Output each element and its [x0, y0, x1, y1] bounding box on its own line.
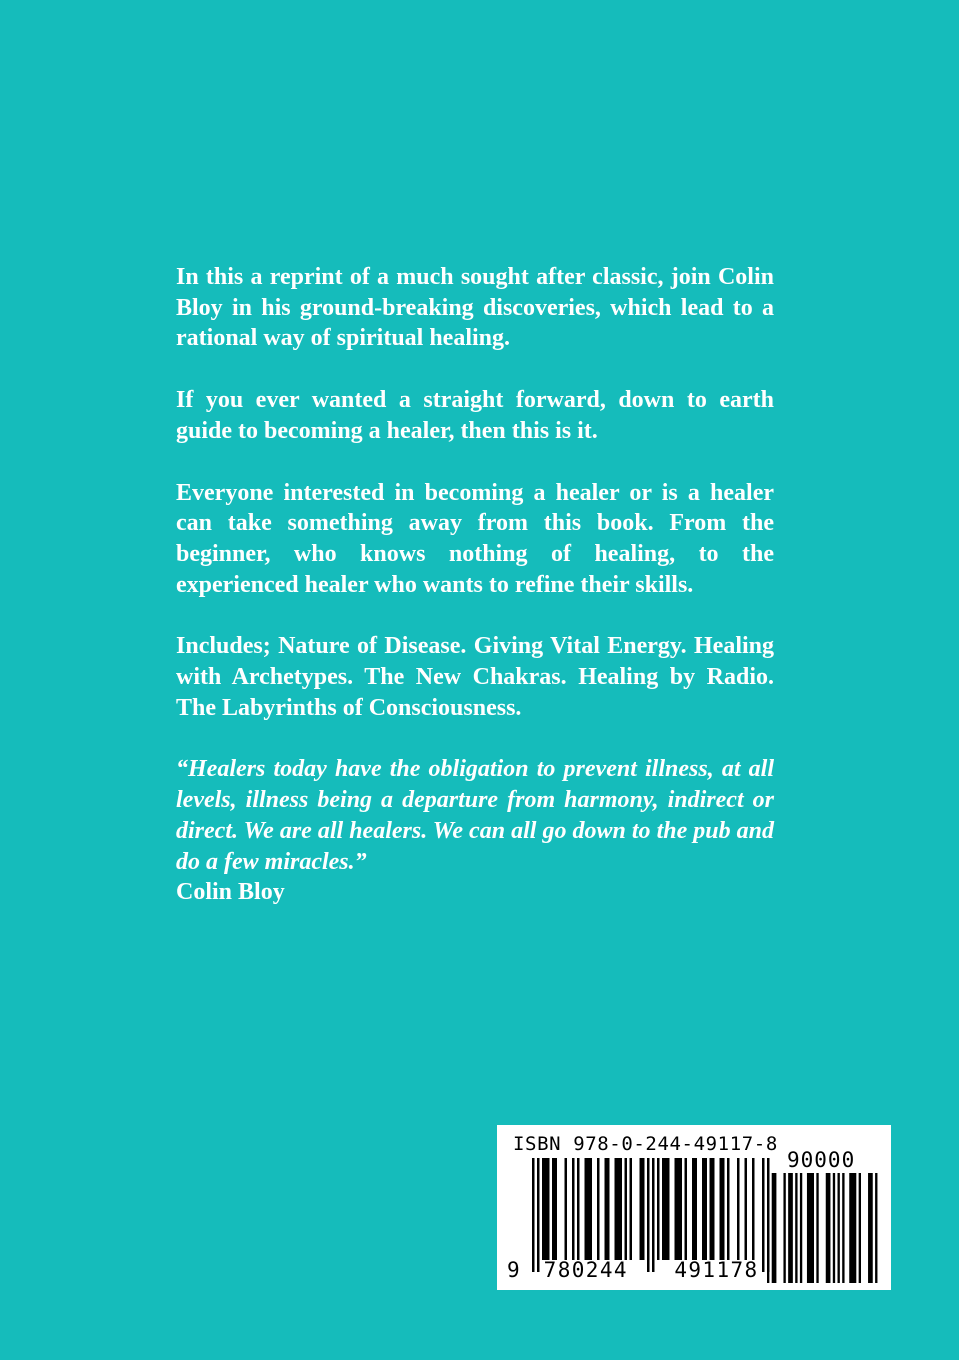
barcode-bar: [657, 1158, 660, 1260]
barcode-bar: [597, 1158, 600, 1260]
blurb-text: [176, 262, 774, 939]
barcode-bar: [552, 1158, 557, 1260]
barcode-bar: [745, 1158, 748, 1260]
barcode-bar: [625, 1158, 628, 1260]
barcode-bar: [537, 1158, 540, 1272]
barcode-bar: [838, 1173, 840, 1283]
barcode-bar: [816, 1173, 818, 1283]
barcode-bar: [702, 1158, 707, 1260]
blurb-paragraph-1: In this a reprint of a much sought after classic, join Colin Bloy in his ground-breaking discoveries, which lead to a rational way of spiritual healing.: [176, 264, 774, 352]
barcode-bar: [565, 1158, 568, 1260]
quote-attribution: Colin Bloy: [176, 879, 285, 906]
isbn-label: ISBN 978-0-244-49117-8: [513, 1133, 778, 1155]
barcode-bar: [800, 1173, 802, 1283]
barcode-bar: [577, 1158, 580, 1260]
barcode-bar: [647, 1158, 650, 1272]
author-quote: “Healers today have the obligation to prevent illness, at all levels, illness being a departure from harmony, indirect or direct. We are all healers. We can all go down to the pub and do a few miracles.”: [176, 756, 774, 875]
price-addon-digits: 90000: [787, 1148, 856, 1172]
barcode-bar: [772, 1173, 777, 1283]
barcode-bar: [788, 1173, 793, 1283]
barcode-bar: [826, 1173, 831, 1283]
isbn-barcode: [497, 1125, 891, 1290]
barcode-bar: [752, 1158, 755, 1260]
barcode-bar: [685, 1158, 688, 1260]
barcode-bar: [640, 1158, 645, 1260]
barcode-bar: [675, 1158, 683, 1260]
barcode-bar: [605, 1158, 610, 1260]
barcode-bar: [532, 1158, 535, 1272]
barcode-bar: [842, 1173, 844, 1283]
barcode-digit-first: 9: [507, 1258, 520, 1282]
barcode-bar: [615, 1158, 623, 1260]
barcode-bar: [630, 1158, 633, 1260]
barcode-bar: [762, 1158, 765, 1272]
barcode-bar: [767, 1173, 769, 1283]
barcode-bar: [859, 1173, 861, 1283]
blurb-paragraph-2: If you ever wanted a straight forward, down to earth guide to becoming a healer, then this is it.: [176, 387, 774, 444]
barcode-digit-group-1: 780244: [543, 1258, 628, 1282]
barcode-bar: [783, 1173, 785, 1283]
barcode-bar: [720, 1158, 725, 1260]
barcode-bar: [875, 1173, 877, 1283]
barcode-bar: [542, 1158, 550, 1260]
barcode-bar: [572, 1158, 575, 1260]
barcode-bar: [868, 1173, 873, 1283]
barcode-bar: [692, 1158, 697, 1260]
barcode-bar: [737, 1158, 740, 1260]
barcode-bar: [727, 1158, 730, 1260]
barcode-bar: [652, 1158, 655, 1272]
barcode-digit-group-2: 491178: [674, 1258, 759, 1282]
barcode-bar: [807, 1173, 814, 1283]
barcode-bar: [662, 1158, 670, 1260]
barcode-bar: [849, 1173, 856, 1283]
barcode-digits: [507, 1258, 759, 1282]
blurb-paragraph-3: Everyone interested in becoming a healer or is a healer can take something away from this book. From the beginner, who knows nothing of healing, to the experienced healer who wants to refine their skills.: [176, 479, 774, 598]
blurb-paragraph-4: Includes; Nature of Disease. Giving Vital Energy. Healing with Archetypes. The New Chakras. Healing by Radio. The Labyrinths of Consciousness.: [176, 633, 774, 721]
barcode-bar: [833, 1173, 835, 1283]
barcode-bar: [585, 1158, 593, 1260]
barcode-bar: [710, 1158, 715, 1260]
barcode-bar: [795, 1173, 797, 1283]
